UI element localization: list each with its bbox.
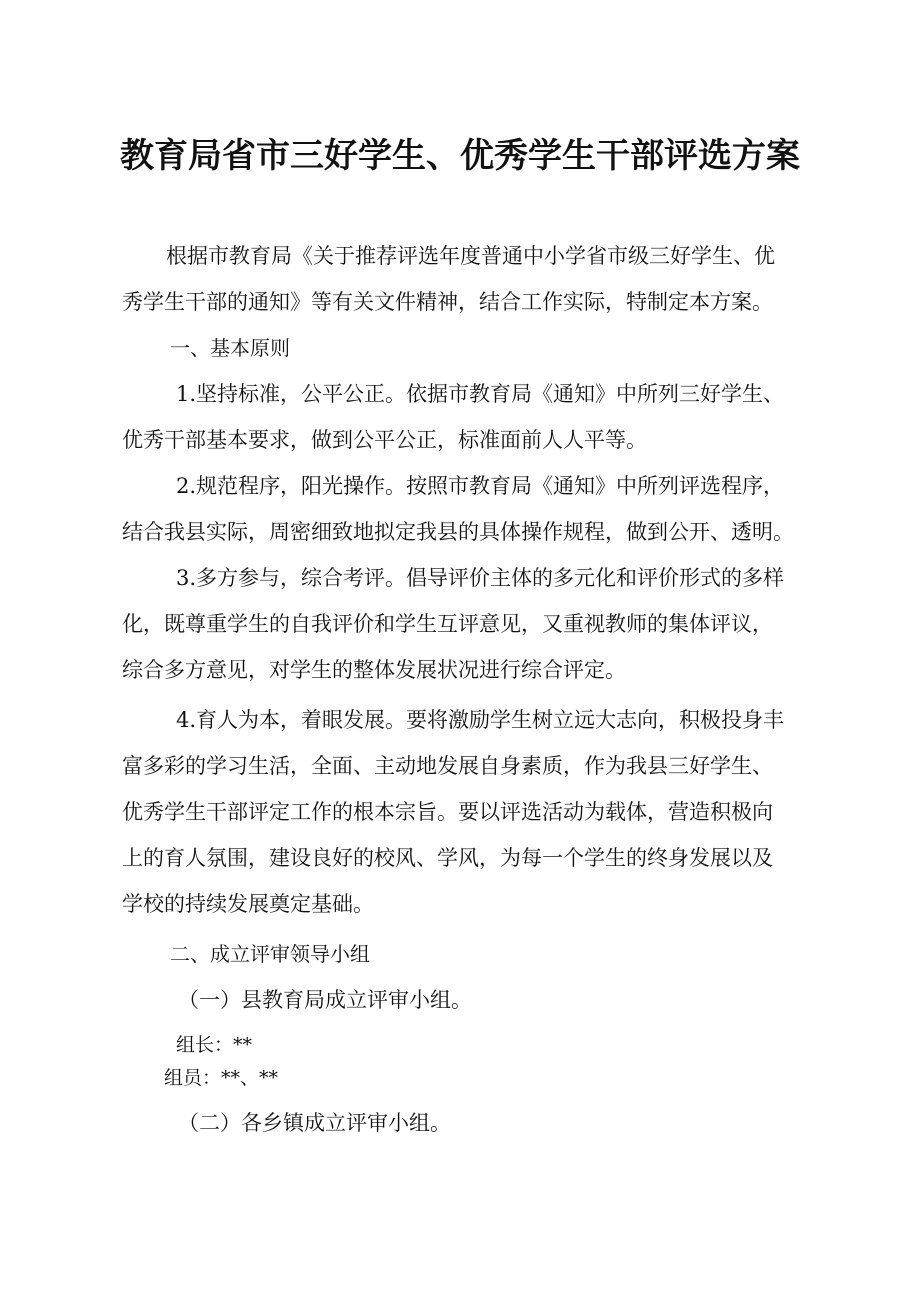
principle-4-line-3: 优秀学生干部评定工作的根本宗旨。要以评选活动为载体，营造积极向 bbox=[122, 800, 773, 824]
principle-3-line-2: 化，既尊重学生的自我评价和学生互评意见，又重视教师的集体评议， bbox=[122, 612, 773, 636]
principle-2-line-2: 结合我县实际，周密细致地拟定我县的具体操作规程，做到公开、透明。 bbox=[122, 520, 794, 544]
section-2-heading: 二、成立评审领导小组 bbox=[170, 942, 370, 966]
intro-line-2: 秀学生干部的通知》等有关文件精神，结合工作实际，特制定本方案。 bbox=[122, 290, 773, 314]
intro-line-1: 根据市教育局《关于推荐评选年度普通中小学省市级三好学生、优 bbox=[166, 244, 775, 268]
principle-4-line-5: 学校的持续发展奠定基础。 bbox=[122, 892, 374, 916]
group-members: 组员：**、** bbox=[164, 1067, 279, 1089]
principle-2-line-1: 2.规范程序，阳光操作。按照市教育局《通知》中所列评选程序， bbox=[176, 474, 785, 498]
principle-4-line-1: 4.育人为本，着眼发展。要将激励学生树立远大志向，积极投身丰 bbox=[176, 708, 785, 732]
principle-3-line-3: 综合多方意见，对学生的整体发展状况进行综合评定。 bbox=[122, 658, 626, 682]
principle-4-line-4: 上的育人氛围，建设良好的校风、学风，为每一个学生的终身发展以及 bbox=[122, 846, 773, 870]
principle-4-line-2: 富多彩的学习生活，全面、主动地发展自身素质，作为我县三好学生、 bbox=[122, 754, 773, 778]
subsection-2-heading: （二）各乡镇成立评审小组。 bbox=[178, 1111, 451, 1135]
principle-1-line-2: 优秀干部基本要求，做到公平公正，标准面前人人平等。 bbox=[122, 428, 647, 452]
group-leader: 组长：** bbox=[176, 1034, 253, 1056]
principle-1-line-1: 1.坚持标准，公平公正。依据市教育局《通知》中所列三好学生、 bbox=[176, 382, 785, 406]
subsection-1-heading: （一）县教育局成立评审小组。 bbox=[178, 988, 472, 1012]
document-title: 教育局省市三好学生、优秀学生干部评选方案 bbox=[120, 136, 800, 176]
principle-3-line-1: 3.多方参与，综合考评。倡导评价主体的多元化和评价形式的多样 bbox=[176, 566, 785, 590]
section-1-heading: 一、基本原则 bbox=[170, 336, 290, 360]
